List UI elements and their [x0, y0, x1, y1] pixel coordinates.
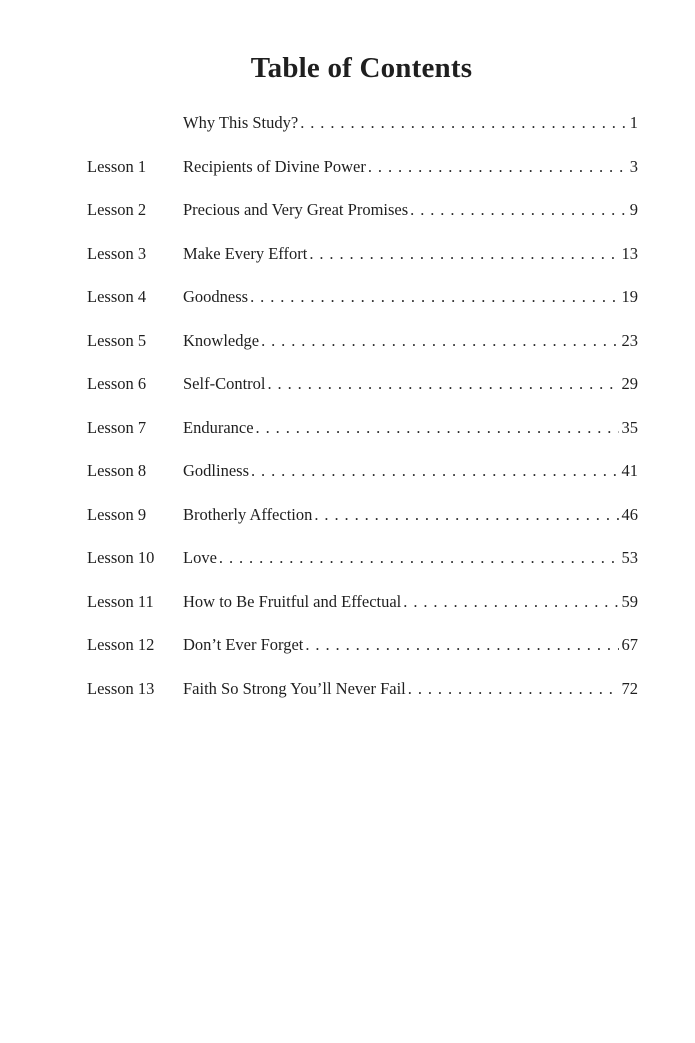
- toc-entry-lesson-2: [87, 200, 638, 244]
- entry-title: Why This Study?: [183, 113, 299, 132]
- toc-entry-line: [183, 635, 638, 655]
- page-number: 59: [621, 591, 638, 611]
- dot-leader: [410, 200, 627, 220]
- entry-title: Knowledge: [183, 330, 260, 350]
- toc-entry-lesson-13: [87, 679, 638, 723]
- toc-entry-lesson-4: [87, 287, 638, 331]
- toc-entry-line: [183, 331, 638, 351]
- lesson-label: Lesson 5: [87, 330, 147, 350]
- lesson-label: Lesson 10: [87, 548, 155, 567]
- page-number: 46: [621, 504, 638, 524]
- toc-entry-lesson-9: [87, 505, 638, 549]
- entry-title: Brotherly Affection: [183, 504, 313, 524]
- toc-entry-line: [183, 200, 638, 220]
- lesson-label: Lesson 8: [87, 461, 147, 480]
- page-number: 53: [621, 548, 638, 567]
- lesson-label: Lesson 11: [87, 591, 154, 611]
- dot-leader: [314, 505, 618, 525]
- page-number: 23: [621, 330, 638, 350]
- lesson-label: Lesson 3: [87, 243, 147, 263]
- entry-title: Precious and Very Great Promises: [183, 200, 409, 219]
- toc-entry-lesson-3: [87, 244, 638, 288]
- page-number: 19: [621, 287, 638, 306]
- dot-leader: [300, 113, 627, 133]
- toc-entry-line: [183, 505, 638, 525]
- lesson-label: Lesson 12: [87, 635, 155, 654]
- toc-entry-line: [183, 113, 638, 133]
- page-number: 3: [629, 156, 638, 176]
- dot-leader: [251, 461, 619, 481]
- lesson-label: Lesson 9: [87, 504, 147, 524]
- page-number: 41: [621, 461, 638, 480]
- page-number: 67: [621, 635, 638, 654]
- page-number: 9: [629, 200, 638, 219]
- lesson-label: Lesson 6: [87, 374, 147, 393]
- page-number: 29: [621, 374, 638, 393]
- entry-title: Godliness: [183, 461, 249, 480]
- toc-entry-lesson-8: [87, 461, 638, 505]
- toc-entry-lesson-1: [87, 157, 638, 201]
- lesson-label: Lesson 4: [87, 287, 147, 306]
- dot-leader: [403, 592, 618, 612]
- toc-entry-lesson-10: [87, 548, 638, 592]
- lesson-label: Lesson 7: [87, 417, 147, 437]
- dot-leader: [261, 331, 618, 351]
- page-title: Table of Contents: [250, 52, 473, 84]
- entry-title: Love: [183, 548, 217, 567]
- toc-entry-line: [183, 592, 638, 612]
- dot-leader: [309, 244, 618, 264]
- entry-title: Don’t Ever Forget: [183, 635, 304, 654]
- toc-entry-line: [183, 244, 638, 264]
- toc-entry-intro: [87, 113, 638, 157]
- toc-entry-lesson-5: [87, 331, 638, 375]
- toc-entry-line: [183, 374, 638, 394]
- dot-leader: [256, 418, 619, 438]
- toc-entry-line: [183, 461, 638, 481]
- toc-entry-lesson-11: [87, 592, 638, 636]
- toc-entry-lesson-7: [87, 418, 638, 462]
- lesson-label: Lesson 1: [87, 156, 147, 176]
- entry-title: Self-Control: [183, 374, 266, 393]
- entry-title: Endurance: [183, 417, 254, 437]
- lesson-label: Lesson 2: [87, 200, 147, 219]
- page-number: 13: [621, 243, 638, 263]
- dot-leader: [368, 157, 627, 177]
- entry-title: Make Every Effort: [183, 243, 308, 263]
- page-number: 35: [621, 417, 638, 437]
- dot-leader: [250, 287, 618, 307]
- dot-leader: [219, 548, 619, 568]
- toc-entry-line: [183, 287, 638, 307]
- dot-leader: [268, 374, 619, 394]
- dot-leader: [408, 679, 619, 699]
- toc-entry-line: [183, 548, 638, 568]
- toc-entry-line: [183, 157, 638, 177]
- page-number: 72: [621, 678, 638, 698]
- toc-entry-line: [183, 418, 638, 438]
- toc-list: [87, 113, 638, 722]
- entry-title: Goodness: [183, 287, 249, 306]
- entry-title: Recipients of Divine Power: [183, 156, 366, 176]
- entry-title: Faith So Strong You’ll Never Fail: [183, 678, 406, 698]
- toc-entry-lesson-12: [87, 635, 638, 679]
- toc-entry-lesson-6: [87, 374, 638, 418]
- dot-leader: [305, 635, 618, 655]
- page-number: 1: [629, 113, 638, 132]
- entry-title: How to Be Fruitful and Effectual: [183, 591, 402, 611]
- toc-entry-line: [183, 679, 638, 699]
- lesson-label: Lesson 13: [87, 678, 155, 698]
